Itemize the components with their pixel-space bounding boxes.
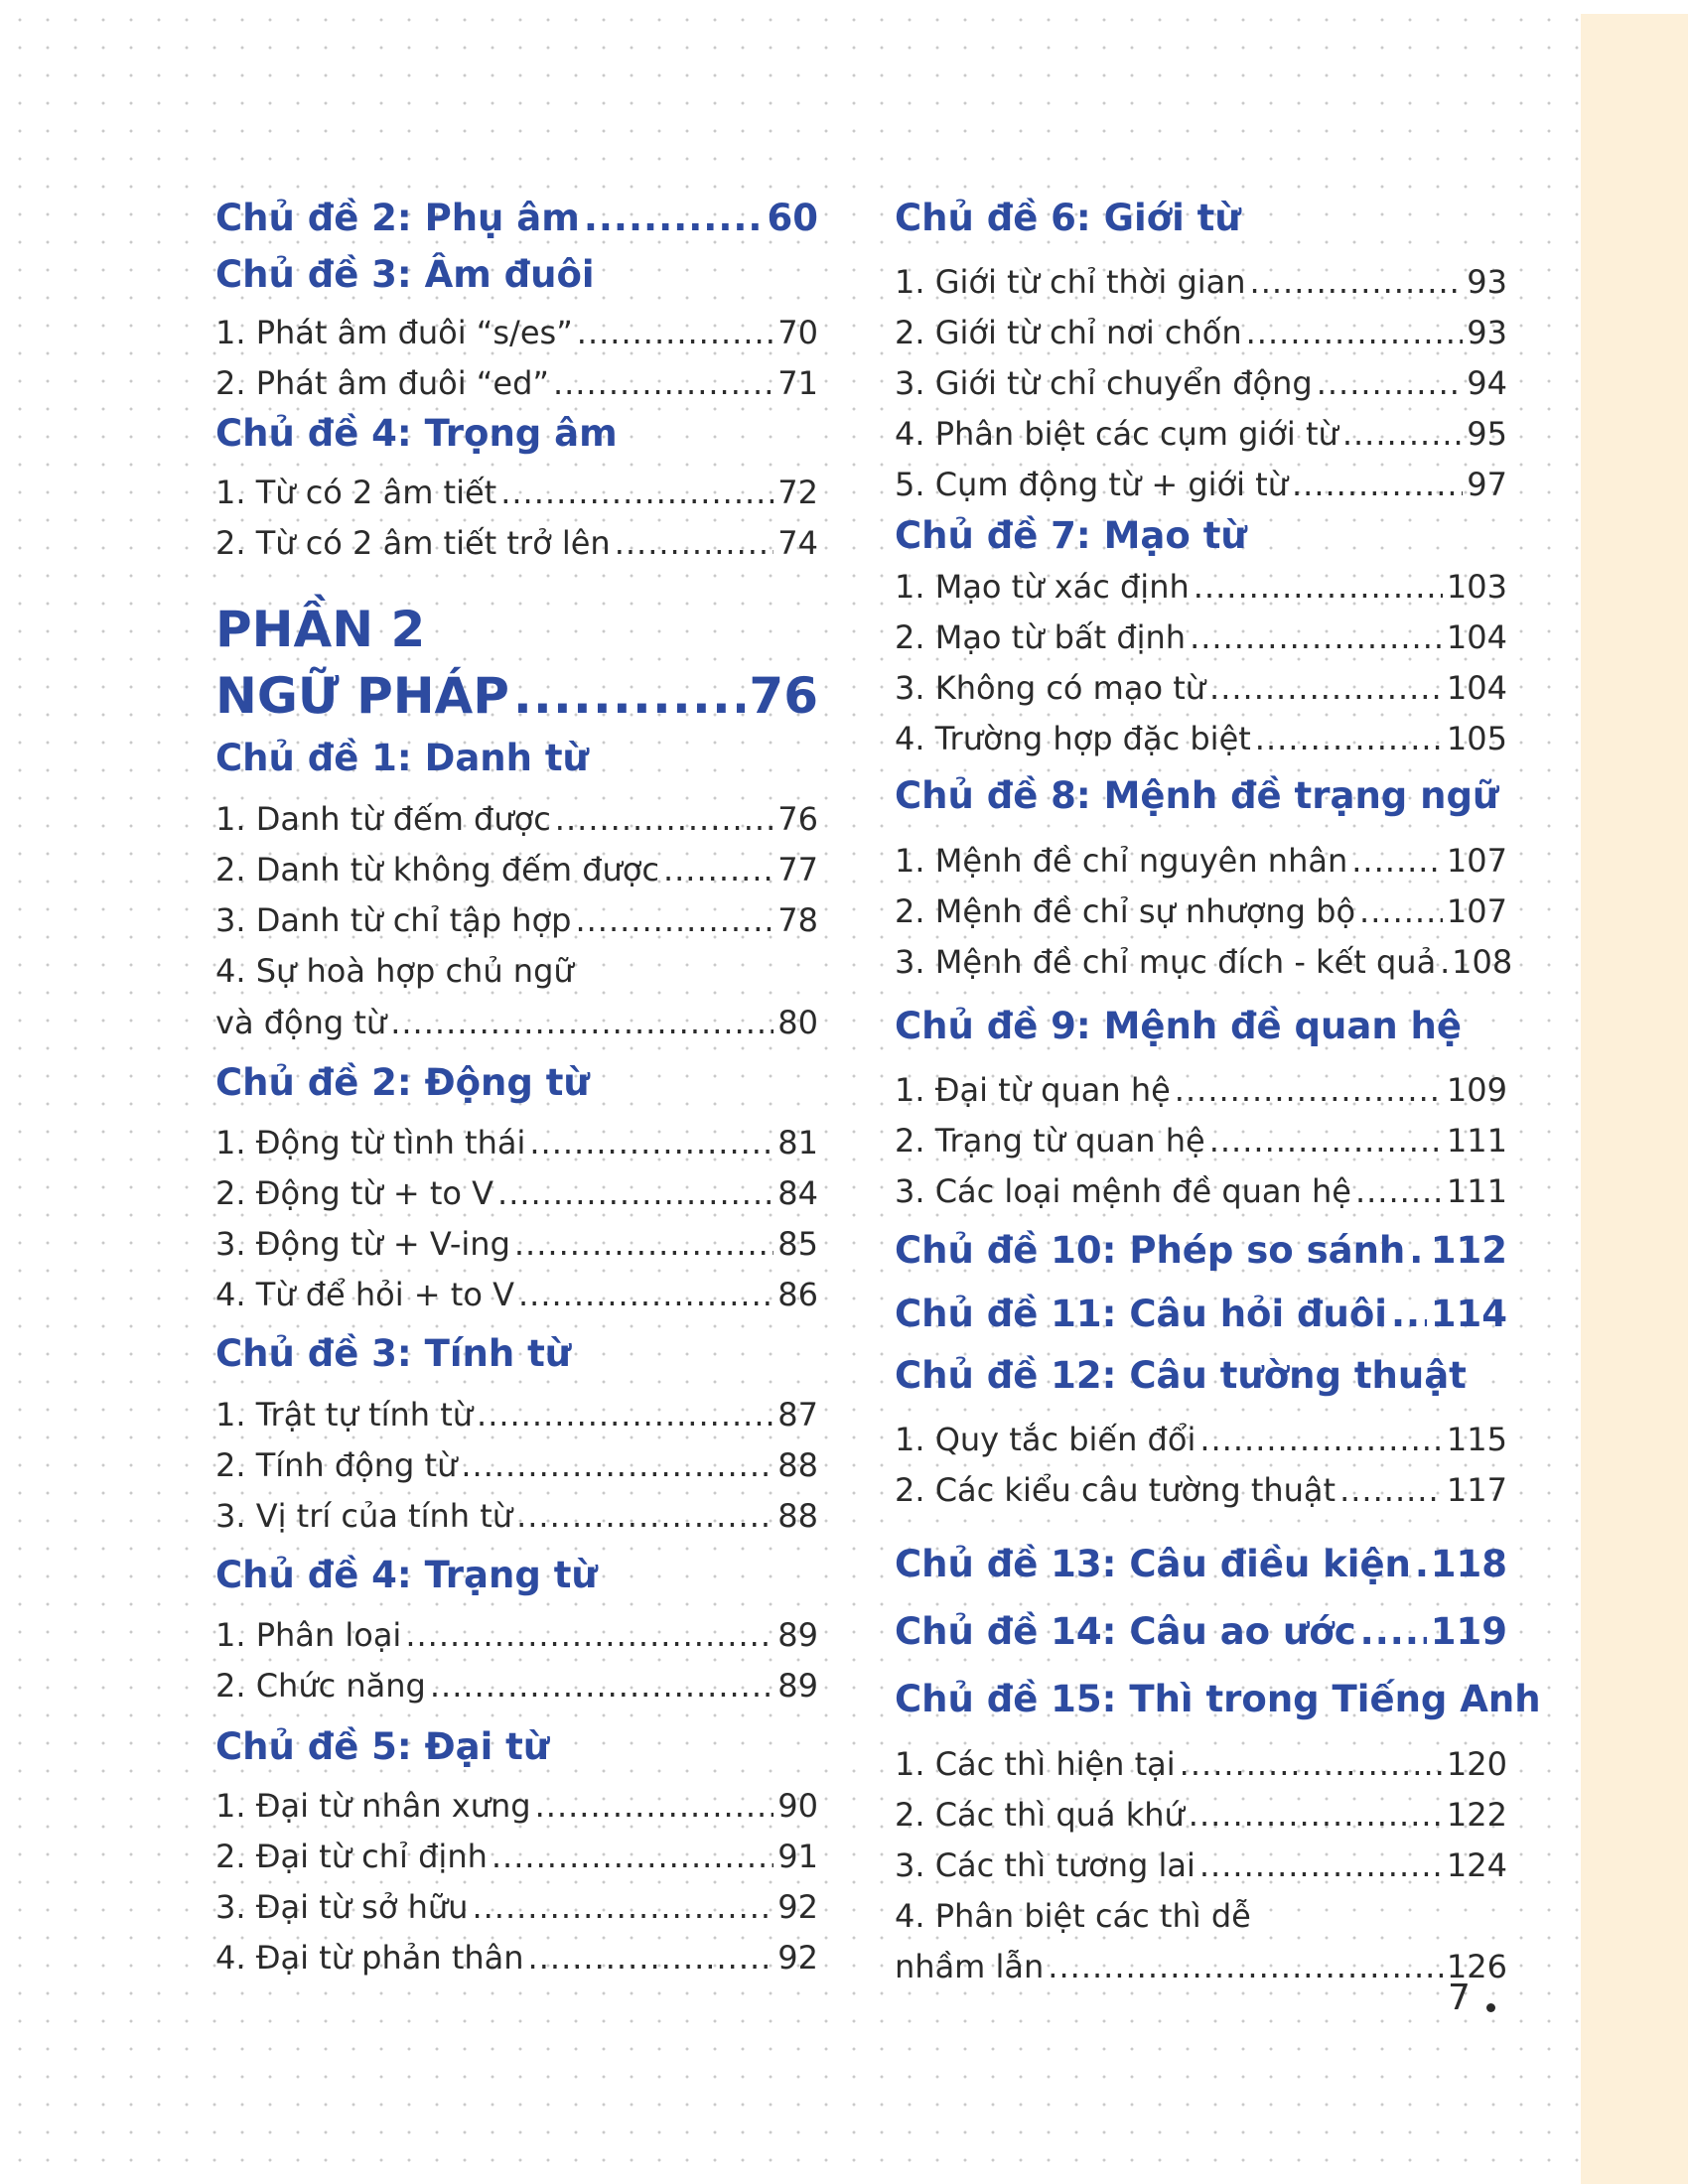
toc-entry-line1[interactable]: 4. Sự hoà hợp chủ ngữ xyxy=(215,952,574,990)
dot-leader xyxy=(390,1004,774,1041)
dot-leader xyxy=(584,197,764,239)
toc-entry[interactable]: 2. Đại từ chỉ định ..... 91 xyxy=(215,1838,818,1875)
toc-heading-comparison[interactable]: Chủ đề 10: Phép so sánh ..... 112 xyxy=(895,1229,1507,1272)
dot-leader xyxy=(663,851,774,888)
toc-entry[interactable]: 2. Tính động từ ..... 88 xyxy=(215,1446,818,1484)
page-edge-band xyxy=(1581,14,1688,2184)
toc-entry[interactable]: nhầm lẫn ..... 126 xyxy=(895,1948,1507,1985)
dot-leader xyxy=(1342,415,1463,453)
dot-leader xyxy=(1255,720,1443,757)
toc-heading-wishes[interactable]: Chủ đề 14: Câu ao ước ..... 119 xyxy=(895,1610,1507,1653)
dot-leader xyxy=(1246,314,1464,351)
toc-entry[interactable]: 1. Quy tắc biến đổi ..... 115 xyxy=(895,1421,1507,1458)
toc-entry[interactable]: 1. Đại từ quan hệ ..... 109 xyxy=(895,1071,1507,1109)
dot-leader xyxy=(553,364,774,402)
toc-entry[interactable]: 4. Trường hợp đặc biệt ..... 105 xyxy=(895,720,1507,757)
toc-entry[interactable]: 2. Trạng từ quan hệ ..... 111 xyxy=(895,1122,1507,1160)
dot-leader xyxy=(1317,364,1464,402)
toc-entry[interactable]: 1. Phát âm đuôi “s/es” ..... 70 xyxy=(215,314,818,351)
part-2-grammar-heading[interactable]: NGỮ PHÁP ..... 76 xyxy=(215,667,818,725)
dot-leader xyxy=(492,1838,774,1875)
toc-entry[interactable]: 2. Mệnh đề chỉ sự nhượng bộ ..... 107 xyxy=(895,892,1507,930)
part-2-title: PHẦN 2 xyxy=(215,601,426,658)
toc-entry[interactable]: 1. Các thì hiện tại ..... 120 xyxy=(895,1745,1507,1783)
dot-leader xyxy=(1194,568,1443,606)
toc-entry[interactable]: 3. Các thì tương lai ..... 124 xyxy=(895,1846,1507,1884)
toc-heading-articles: Chủ đề 7: Mạo từ xyxy=(895,514,1247,557)
dot-leader xyxy=(461,1446,774,1484)
toc-entry[interactable]: 2. Động từ + to V ..... 84 xyxy=(215,1174,818,1212)
dot-leader xyxy=(516,1497,774,1535)
toc-entry[interactable]: 1. Từ có 2 âm tiết ..... 72 xyxy=(215,474,818,511)
dot-leader xyxy=(1355,1172,1443,1210)
dot-leader xyxy=(1415,1543,1427,1585)
dot-leader xyxy=(1360,1610,1427,1653)
toc-entry[interactable]: 3. Động từ + V-ing ..... 85 xyxy=(215,1225,818,1263)
dot-leader xyxy=(575,901,774,939)
toc-entry[interactable]: 1. Mệnh đề chỉ nguyên nhân ..... 107 xyxy=(895,842,1507,880)
toc-entry[interactable]: 4. Đại từ phản thân ..... 92 xyxy=(215,1939,818,1977)
dot-leader xyxy=(555,800,774,838)
toc-entry[interactable]: 3. Giới từ chỉ chuyển động ..... 94 xyxy=(895,364,1507,402)
dot-leader xyxy=(477,1396,774,1433)
bullet-dot-icon xyxy=(1486,2003,1495,2012)
toc-entry[interactable]: 1. Mạo từ xác định ..... 103 xyxy=(895,568,1507,606)
dot-leader xyxy=(1180,1745,1443,1783)
toc-heading-relative-clauses: Chủ đề 9: Mệnh đề quan hệ xyxy=(895,1005,1462,1047)
dot-leader xyxy=(430,1667,774,1705)
toc-heading-pronouns: Chủ đề 5: Đại từ xyxy=(215,1725,550,1768)
toc-entry[interactable]: 3. Vị trí của tính từ ..... 88 xyxy=(215,1497,818,1535)
toc-entry[interactable]: 3. Mệnh đề chỉ mục đích - kết quả ..... 108 xyxy=(895,943,1507,981)
dot-leader xyxy=(514,1225,774,1263)
dot-leader xyxy=(513,667,746,725)
dot-leader xyxy=(1292,466,1463,503)
toc-heading-prepositions: Chủ đề 6: Giới từ xyxy=(895,197,1241,239)
toc-entry[interactable]: 1. Trật tự tính từ ..... 87 xyxy=(215,1396,818,1433)
toc-entry[interactable]: 2. Từ có 2 âm tiết trở lên ..... 74 xyxy=(215,524,818,562)
toc-entry[interactable]: 3. Danh từ chỉ tập hợp ..... 78 xyxy=(215,901,818,939)
toc-entry[interactable]: 1. Đại từ nhân xưng ..... 90 xyxy=(215,1787,818,1825)
dot-leader xyxy=(1190,618,1443,656)
toc-entry[interactable]: 3. Các loại mệnh đề quan hệ ..... 111 xyxy=(895,1172,1507,1210)
toc-heading-adverbs: Chủ đề 4: Trạng từ xyxy=(215,1554,598,1596)
dot-leader xyxy=(1440,943,1448,981)
dot-leader xyxy=(615,524,774,562)
toc-heading-consonants[interactable]: Chủ đề 2: Phụ âm ..... 60 xyxy=(215,197,818,239)
toc-entry[interactable]: 2. Giới từ chỉ nơi chốn ..... 93 xyxy=(895,314,1507,351)
dot-leader xyxy=(405,1616,774,1654)
toc-entry[interactable]: và động từ ..... 80 xyxy=(215,1004,818,1041)
toc-entry[interactable]: 3. Đại từ sở hữu ..... 92 xyxy=(215,1888,818,1926)
toc-entry[interactable]: 2. Danh từ không đếm được ..... 77 xyxy=(215,851,818,888)
dot-leader xyxy=(1048,1948,1443,1985)
dot-leader xyxy=(1391,1293,1427,1335)
toc-heading-nouns: Chủ đề 1: Danh từ xyxy=(215,737,589,779)
toc-entry[interactable]: 2. Các thì quá khứ ..... 122 xyxy=(895,1796,1507,1834)
dot-leader xyxy=(528,1939,774,1977)
dot-leader xyxy=(1351,842,1443,880)
dot-leader xyxy=(1189,1796,1443,1834)
dot-leader xyxy=(535,1787,774,1825)
dot-leader xyxy=(1209,669,1443,707)
toc-entry[interactable]: 1. Động từ tình thái ..... 81 xyxy=(215,1124,818,1161)
page-number: 7 xyxy=(1448,1978,1471,2018)
toc-heading-stress: Chủ đề 4: Trọng âm xyxy=(215,412,618,455)
dot-leader xyxy=(1359,892,1443,930)
toc-entry[interactable]: 4. Phân biệt các cụm giới từ ..... 95 xyxy=(895,415,1507,453)
toc-entry[interactable]: 2. Phát âm đuôi “ed” ..... 71 xyxy=(215,364,818,402)
dot-leader xyxy=(1339,1471,1443,1509)
toc-heading-endings: Chủ đề 3: Âm đuôi xyxy=(215,253,595,296)
dot-leader xyxy=(1250,263,1464,301)
toc-heading-tenses: Chủ đề 15: Thì trong Tiếng Anh xyxy=(895,1678,1541,1720)
toc-entry[interactable]: 4. Từ để hỏi + to V ..... 86 xyxy=(215,1276,818,1313)
toc-heading-conditionals[interactable]: Chủ đề 13: Câu điều kiện ..... 118 xyxy=(895,1543,1507,1585)
dot-leader xyxy=(529,1124,774,1161)
toc-entry[interactable]: 3. Không có mạo từ ..... 104 xyxy=(895,669,1507,707)
dot-leader xyxy=(500,474,774,511)
toc-entry[interactable]: 1. Danh từ đếm được ..... 76 xyxy=(215,800,818,838)
toc-heading-adverbial-clauses: Chủ đề 8: Mệnh đề trạng ngữ xyxy=(895,774,1499,817)
dot-leader xyxy=(1199,1421,1443,1458)
toc-entry[interactable]: 1. Giới từ chỉ thời gian ..... 93 xyxy=(895,263,1507,301)
dot-leader xyxy=(518,1276,774,1313)
toc-entry[interactable]: 2. Chức năng ..... 89 xyxy=(215,1667,818,1705)
toc-heading-reported-speech: Chủ đề 12: Câu tường thuật xyxy=(895,1354,1467,1397)
toc-entry[interactable]: 2. Các kiểu câu tường thuật ..... 117 xyxy=(895,1471,1507,1509)
dot-leader xyxy=(1199,1846,1443,1884)
dot-leader xyxy=(497,1174,774,1212)
toc-entry[interactable]: 1. Phân loại ..... 89 xyxy=(215,1616,818,1654)
dot-leader xyxy=(577,314,774,351)
toc-heading-adjectives: Chủ đề 3: Tính từ xyxy=(215,1332,572,1375)
toc-entry[interactable]: 5. Cụm động từ + giới từ ..... 97 xyxy=(895,466,1507,503)
toc-entry[interactable]: 2. Mạo từ bất định ..... 104 xyxy=(895,618,1507,656)
dot-leader xyxy=(1209,1122,1443,1160)
toc-heading-verbs: Chủ đề 2: Động từ xyxy=(215,1061,590,1104)
toc-heading-tag-questions[interactable]: Chủ đề 11: Câu hỏi đuôi ..... 114 xyxy=(895,1293,1507,1335)
dot-leader xyxy=(1175,1071,1443,1109)
toc-entry-line1[interactable]: 4. Phân biệt các thì dễ xyxy=(895,1897,1251,1935)
dot-leader xyxy=(472,1888,774,1926)
dot-leader xyxy=(1409,1229,1427,1272)
